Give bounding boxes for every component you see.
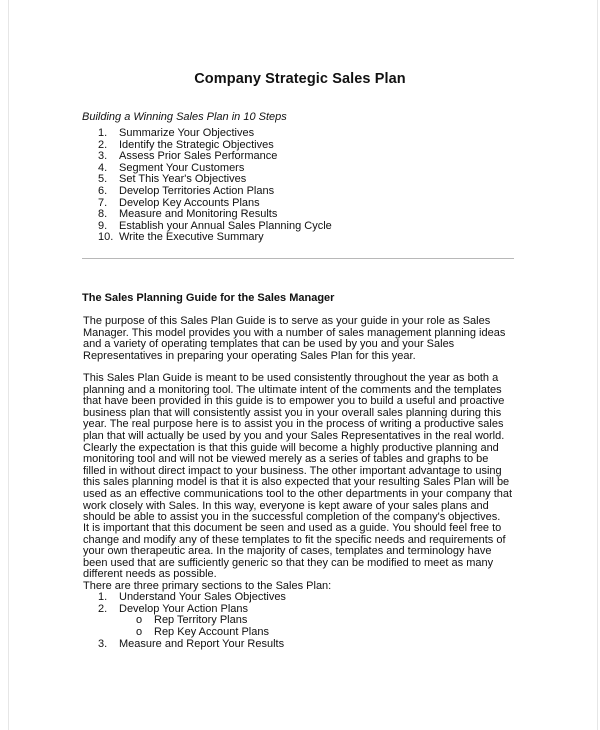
list-text: Develop Your Action Plans [119,602,249,615]
list-text: Set This Year's Objectives [119,173,247,186]
list-text: Write the Executive Summary [119,231,264,244]
list-item [98,128,332,140]
list-number: 6. [98,184,108,197]
list-text: Rep Key Account Plans [154,625,269,638]
list-number: 10. [98,231,114,244]
list-item [98,209,332,221]
list-text: Develop Territories Action Plans [119,184,275,197]
page-border [8,0,598,730]
list-number: 1. [98,127,108,139]
list-number: 9. [98,219,108,232]
list-number: 1. [98,591,108,603]
document-title: Company Strategic Sales Plan [194,71,406,87]
list-item [98,638,284,650]
list-number: 3. [98,638,108,650]
list-item [136,627,269,639]
bullet-marker: o [136,614,143,626]
list-text: Establish your Annual Sales Planning Cycle [119,219,332,232]
list-number: 2. [98,602,108,615]
sections-intro: There are three primary sections to the Sales Plan: [83,580,332,592]
list-item [98,232,332,244]
subsections-list [136,615,269,638]
divider [82,258,514,259]
list-number: 3. [98,150,108,163]
list-number: 8. [98,208,108,221]
list-text: Measure and Monitoring Results [119,208,278,221]
list-text: Measure and Report Your Results [119,638,285,650]
list-text: Segment Your Customers [119,161,245,174]
bullet-marker: o [136,625,143,638]
list-text: Develop Key Accounts Plans [119,196,260,209]
paragraph-purpose: The purpose of this Sales Plan Guide is to serve as your guide in your role as Sales Manager. This model provides you with a number of sales management planning ideas and a variety of operating templates that can be used by you and your Sales Representatives in preparing your operating Sales Plan for this year. [83,315,506,362]
list-number: 7. [98,196,108,209]
list-text: Identify the Strategic Objectives [119,138,274,151]
section-heading: The Sales Planning Guide for the Sales Manager [82,292,335,304]
steps-subtitle: Building a Winning Sales Plan in 10 Steps [82,111,287,123]
steps-list [98,128,332,244]
list-text: Summarize Your Objectives [119,127,255,139]
list-item [136,615,269,627]
list-text: Rep Territory Plans [154,614,248,626]
list-number: 4. [98,161,108,174]
list-number: 5. [98,173,108,186]
list-item [98,592,286,604]
list-text: Understand Your Sales Objectives [119,591,286,603]
list-number: 2. [98,138,108,151]
list-item [98,186,332,198]
paragraph-usage: This Sales Plan Guide is meant to be used consistently throughout the year as both a planning and a monitoring tool. The ultimate intent of the comments and the templates that have been provided in this guide is to empower you to build a useful and proactive business plan that will consistently assist you in your overall sales planning during this year. The real purpose here is to assist you in the process of writing a productive sales plan that will actually be used by you and your Sales Representatives in the real world. Clearly the expectation is that this guide will become a highly productive planning and monitoring tool and will not be viewed merely as a series of tables and graphs to be filled in without direct impact to your business. The other important advantage to using this sales planning model is that it is also expected that your resulting Sales Plan will be used as an effective communications tool to the other departments in your company that work closely with Sales. In this way, everyone is kept aware of your sales plans and should be able to assist you in the successful completion of the company's objectives. [83,372,513,524]
list-text: Assess Prior Sales Performance [119,150,278,163]
paragraph-guide: It is important that this document be seen and used as a guide. You should feel free to change and modify any of these templates to fit the specific needs and requirements of your own therapeutic area. In the majority of cases, templates and terminology have been used that are sufficiently generic so that they can be modified to meet as many different needs as possible. [83,522,506,581]
sections-list [98,592,286,615]
